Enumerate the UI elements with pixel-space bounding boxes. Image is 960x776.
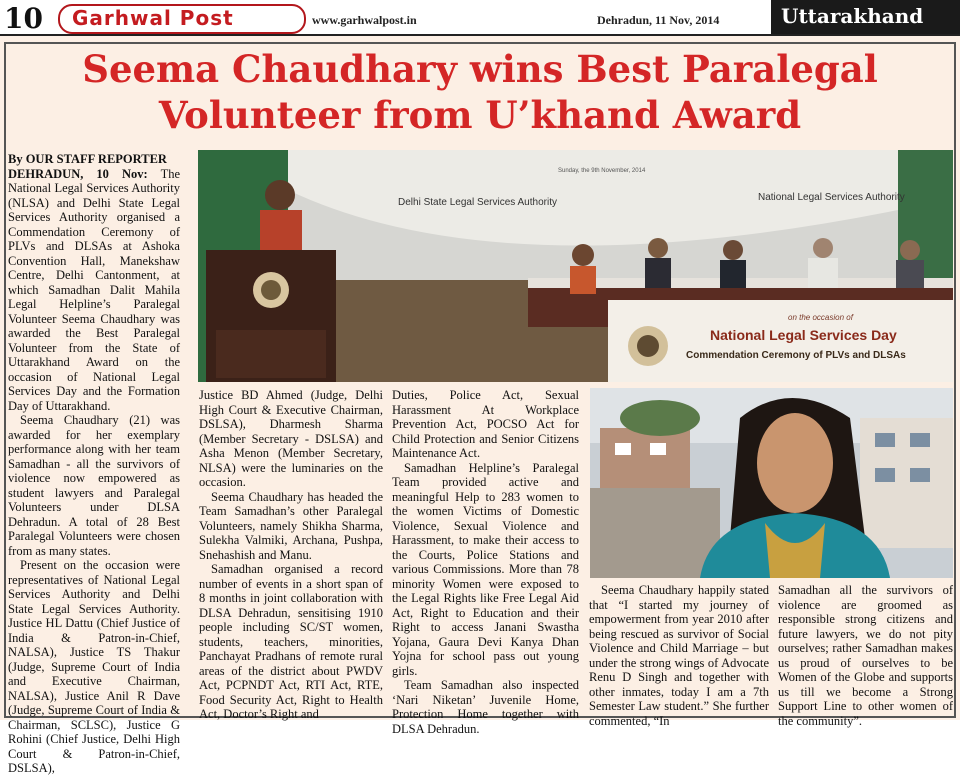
section-tab (771, 0, 960, 34)
column-3 (392, 388, 579, 736)
section-name: Uttarakhand (781, 4, 924, 28)
sign-line-3: Commendation Ceremony of PLVs and DLSAs (686, 350, 906, 361)
paragraph: The National Legal Services Authority (NLSA) and Delhi State Legal Services Authority organised a Commendation Ceremony of PLVs and DLSAs at Ashoka Convention Hall, Manekshaw Centre, Delhi Cantonment, at which Samadhan Dalit Mahila Legal Helpline’s Paralegal Volunteer Seema Chaudhary was awarded the Best Paralegal Volunteer from the State of Uttarakhand Award on the occasion of National Legal Services Day and the Formation Day of Uttarakhand. (8, 166, 180, 413)
issue-date: Dehradun, 11 Nov, 2014 (597, 13, 720, 27)
page-number: 10 (4, 2, 43, 35)
headline (0, 46, 960, 138)
dateline-location: DEHRADUN, 10 Nov: (8, 166, 148, 181)
website-url: www.garhwalpost.in (312, 13, 417, 27)
paragraph: Seema Chaudhary happily stated that “I started my journey of empowerment from year 2010 after being rescued as survivor of Social Violence and Child Marriage – but under the strong wings of Advocate Renu D Singh and together with other inmates, today I am a 7th Semester Law student.” She further commented, “In (589, 583, 769, 728)
portrait-photo-art (590, 388, 953, 578)
paragraph: Seema Chaudhary (21) was awarded for her exemplary performance along with her team Samadhan - all the survivors of violence now empowered as student lawyers and Paralegal Volunteers under DLSA Dehradun. A total of 28 Best Paralegal Volunteers were chosen from as many states. (8, 413, 180, 558)
column-4 (589, 583, 769, 728)
paragraph: Samadhan Helpline’s Paralegal Team provided active and meaningful Help to 283 women to the women Victims of Domestic Violence, Sexual Violence and Harassment, to make their access to the Courts, Police Stations and various Commissions. More than 78 minority Women were exposed to the Legal Rights like Free Legal Aid Act, Right to Education and their Right to access Janani Swastha Yojana, Gaura Devi Kanya Dhan Yojna for school pass out young girls. (392, 460, 579, 678)
byline: By OUR STAFF REPORTER (8, 152, 167, 166)
paragraph: Samadhan all the survivors of violence are groomed as responsible strong citizens and future lawyers, we do not pity ourselves; rather Samadhan makes us proud of ourselves to be Women of the Globe and supports us till we become a Strong Support Line to other women of the community”. (778, 583, 953, 728)
headline-line-2: Volunteer from U’khand Award (158, 93, 802, 137)
sign-line-1: on the occasion of (788, 313, 853, 322)
paper-logo (58, 4, 306, 34)
masthead (0, 0, 960, 36)
paper-name: Garhwal Post (72, 6, 234, 30)
column-2 (199, 388, 383, 722)
ceremony-photo-art (198, 150, 953, 382)
banner-left-text: Delhi State Legal Services Authority (398, 197, 557, 208)
banner-small-text: Sunday, the 9th November, 2014 (558, 168, 646, 174)
paragraph: Present on the occasion were representatives of National Legal Services Authority and Delhi State Legal Services Authority. Justice HL Dattu (Chief Justice of India & Patron-in-Chief, NALSA), Justice TS Thakur (Judge, Supreme Court of India and Executive Chairman, NALSA), Justice Anil R Dave (Judge, Supreme Court of India & Chairman, SCLSC), Justice G Rohini (Chief Justice, Delhi High Court & Patron-in-Chief, DSLSA), (8, 558, 180, 775)
paragraph: Duties, Police Act, Sexual Harassment At Workplace Prevention Act, POCSO Act for Child Protection and Senior Citizens Maintenance Act. (392, 388, 579, 460)
byline-paragraph (8, 152, 180, 413)
paragraph: Seema Chaudhary has headed the Team Samadhan’s other Paralegal Volunteers, namely Shikha Sharma, Sulekha Valmiki, Archana, Pushpa, Snehashish and Manu. (199, 489, 383, 562)
column-5 (778, 583, 953, 728)
paragraph: Samadhan organised a record number of events in a short span of 8 months in joint collaboration with DLSA Dehradun, sensitising 1910 people including SC/ST women, students, teachers, minorities, Panchayat Pradhans of remote rural areas of the district about PWDV Act, PCPNDT Act, RTI Act, RTE, Food Security Act, Right to Health Act, Doctor’s Right and (199, 562, 383, 721)
column-1 (8, 152, 180, 776)
paragraph: Team Samadhan also inspected ‘Nari Niketan’ Juvenile Home, Protection Home together with DLSA Dehradun. (392, 678, 579, 736)
banner-right-text: National Legal Services Authority (758, 192, 905, 203)
paragraph: Justice BD Ahmed (Judge, Delhi High Court & Executive Chairman, DSLSA), Dharmesh Sharma (Member Secretary - DSLSA) and Asha Menon (Member Secretary, NLSA) were the luminaries on the occasion. (199, 388, 383, 489)
headline-line-1: Seema Chaudhary wins Best Paralegal (82, 47, 878, 91)
ceremony-photo (198, 150, 953, 382)
sign-line-2: National Legal Services Day (710, 327, 897, 343)
portrait-photo (590, 388, 953, 578)
